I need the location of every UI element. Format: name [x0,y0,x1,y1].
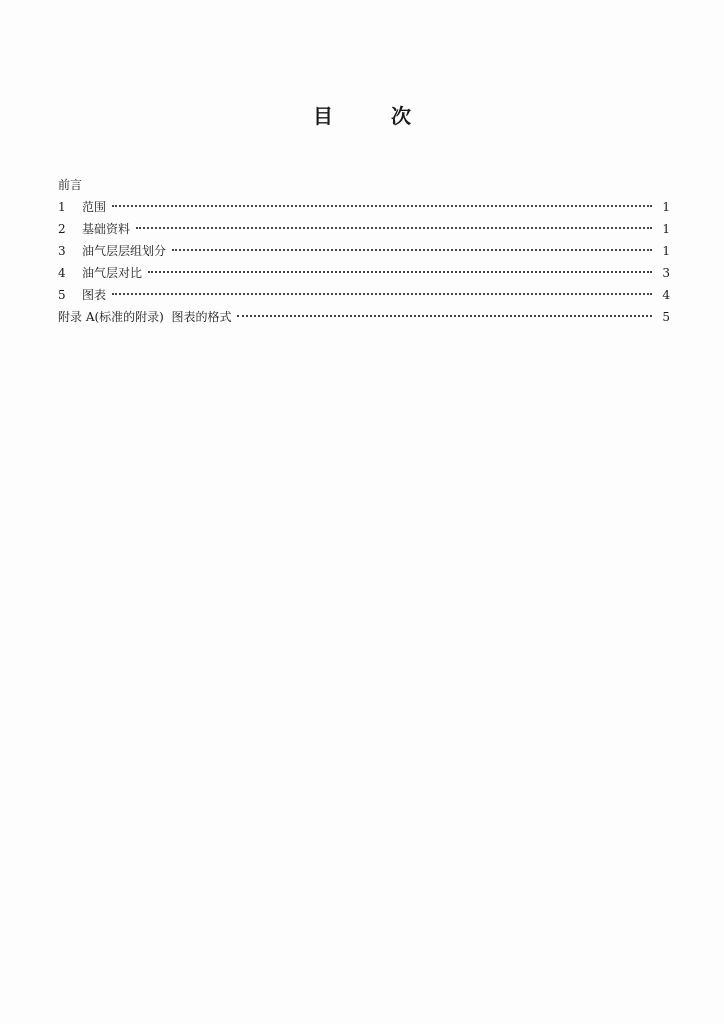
toc-item-number: 3 [58,244,66,258]
toc-preface-label: 前言 [58,178,83,192]
toc-item-page: 4 [662,288,670,302]
toc-item-number: 5 [58,288,66,302]
toc-item-number: 2 [58,222,66,236]
toc-preface[interactable] [58,174,670,196]
dot-leader [136,227,652,229]
toc-item-number: 4 [58,266,66,280]
toc-item-label: 油气层层组划分 [82,244,167,258]
dot-leader [112,205,652,207]
toc-item-page: 1 [662,200,670,214]
toc-item-page: 3 [662,266,670,280]
toc-item-page: 1 [662,244,670,258]
dot-leader [112,293,652,295]
toc-item-page: 1 [662,222,670,236]
toc-item-appendix-a[interactable] [58,306,670,328]
toc-item-scope[interactable] [58,196,670,218]
title-char-1: 目 [313,104,333,128]
toc-item-label: 基础资料 [82,222,131,236]
toc-appendix-page: 5 [662,310,670,324]
toc-item-layer-division[interactable] [58,240,670,262]
table-of-contents [58,174,670,328]
toc-item-charts[interactable] [58,284,670,306]
toc-item-basic-data[interactable] [58,218,670,240]
page-title [0,100,724,129]
toc-item-label: 图表 [82,288,107,302]
toc-item-label: 范围 [82,200,107,214]
toc-item-label: 油气层对比 [82,266,143,280]
title-char-2: 次 [391,104,411,128]
toc-item-number: 1 [58,200,66,214]
toc-appendix-label: 附录 A(标准的附录) 图表的格式 [58,310,232,324]
dot-leader [237,315,652,317]
toc-item-layer-correlation[interactable] [58,262,670,284]
dot-leader [172,249,652,251]
dot-leader [148,271,652,273]
